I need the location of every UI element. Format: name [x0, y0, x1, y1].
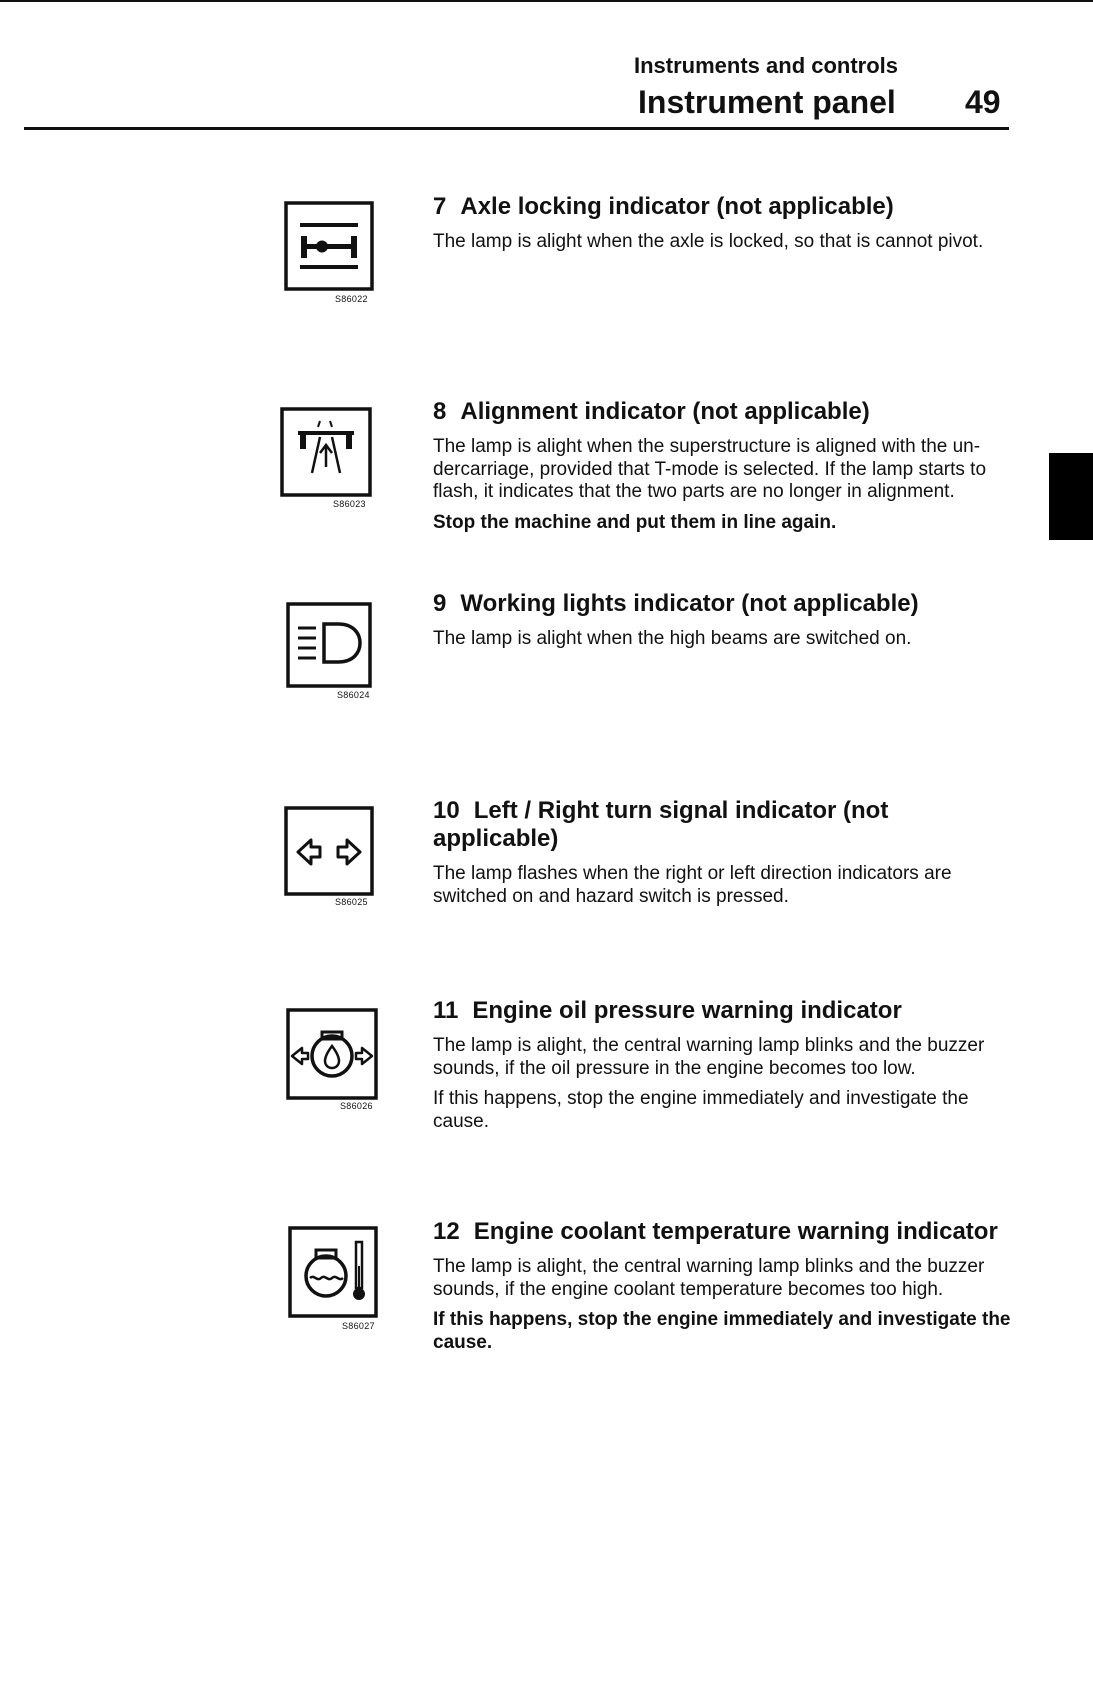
- entry-number: 9: [433, 590, 447, 617]
- icon-code: S86027: [342, 1321, 375, 1331]
- high-beam-icon: [286, 602, 372, 688]
- entry-number: 10: [433, 797, 460, 824]
- coolant-temperature-icon: [288, 1226, 378, 1318]
- entry-text: The lamp is alight when the superstructure is aligned with the un-dercarriage, provided that T-mode is selected. If the lamp starts to flash, it indicates that the two parts are no longer in alignment.: [433, 436, 987, 502]
- entry-title: Engine coolant temperature warning indicator: [473, 1218, 998, 1245]
- entry-axle-locking: [433, 193, 1013, 262]
- entry-title: Alignment indicator (not applicable): [460, 398, 870, 425]
- entry-instruction: Stop the machine and put them in line again.: [433, 511, 837, 533]
- entry-heading: [433, 193, 1013, 221]
- entry-heading: [433, 997, 1013, 1025]
- alignment-icon: [280, 407, 372, 497]
- entry-turn-signal: [433, 797, 1013, 916]
- icon-code: S86022: [335, 294, 368, 304]
- entry-instruction: If this happens, stop the engine immediately and investigate the cause.: [433, 1088, 969, 1132]
- entry-text: The lamp flashes when the right or left direction indicators are switched on and hazard switch is pressed.: [433, 863, 952, 907]
- entry-text: The lamp is alight when the high beams are switched on.: [433, 628, 912, 649]
- entry-coolant-temperature: [433, 1218, 1013, 1362]
- entry-number: 8: [433, 398, 447, 425]
- entry-alignment: [433, 398, 1013, 542]
- entry-title: Left / Right turn signal indicator (not applicable): [433, 797, 889, 852]
- entry-number: 12: [433, 1218, 460, 1245]
- thumb-index-tab: [1049, 453, 1093, 540]
- icon-code: S86025: [335, 897, 368, 907]
- page-number: 49: [965, 84, 1001, 120]
- entry-heading: [433, 1218, 1013, 1246]
- entry-title: Axle locking indicator (not applicable): [460, 193, 894, 220]
- entry-text: The lamp is alight when the axle is locked, so that is cannot pivot.: [433, 231, 984, 252]
- entry-title: Engine oil pressure warning indicator: [472, 997, 902, 1024]
- entry-heading: [433, 797, 1013, 853]
- entry-number: 7: [433, 193, 447, 220]
- entry-working-lights: [433, 590, 1013, 659]
- entry-heading: [433, 398, 1013, 426]
- entry-text: The lamp is alight, the central warning lamp blinks and the buzzer sounds, if the engine coolant temperature becomes too high.: [433, 1256, 985, 1300]
- page-title: Instrument panel: [638, 84, 896, 120]
- entry-heading: [433, 590, 1013, 618]
- entry-oil-pressure: [433, 997, 1013, 1141]
- header-section: Instruments and controls: [634, 53, 899, 78]
- entry-title: Working lights indicator (not applicable): [460, 590, 919, 617]
- entry-text: The lamp is alight, the central warning lamp blinks and the buzzer sounds, if the oil pressure in the engine becomes too low.: [433, 1035, 985, 1079]
- icon-code: S86026: [340, 1101, 373, 1111]
- entry-number: 11: [433, 997, 459, 1024]
- icon-code: S86024: [337, 690, 370, 700]
- top-rule: [0, 0, 1093, 2]
- axle-lock-icon: [284, 201, 374, 291]
- icon-code: S86023: [333, 499, 366, 509]
- oil-pressure-icon: [286, 1008, 378, 1100]
- header-rule: [24, 127, 1009, 130]
- turn-signal-icon: [284, 806, 374, 896]
- entry-instruction: If this happens, stop the engine immediately and investigate the cause.: [433, 1309, 1011, 1353]
